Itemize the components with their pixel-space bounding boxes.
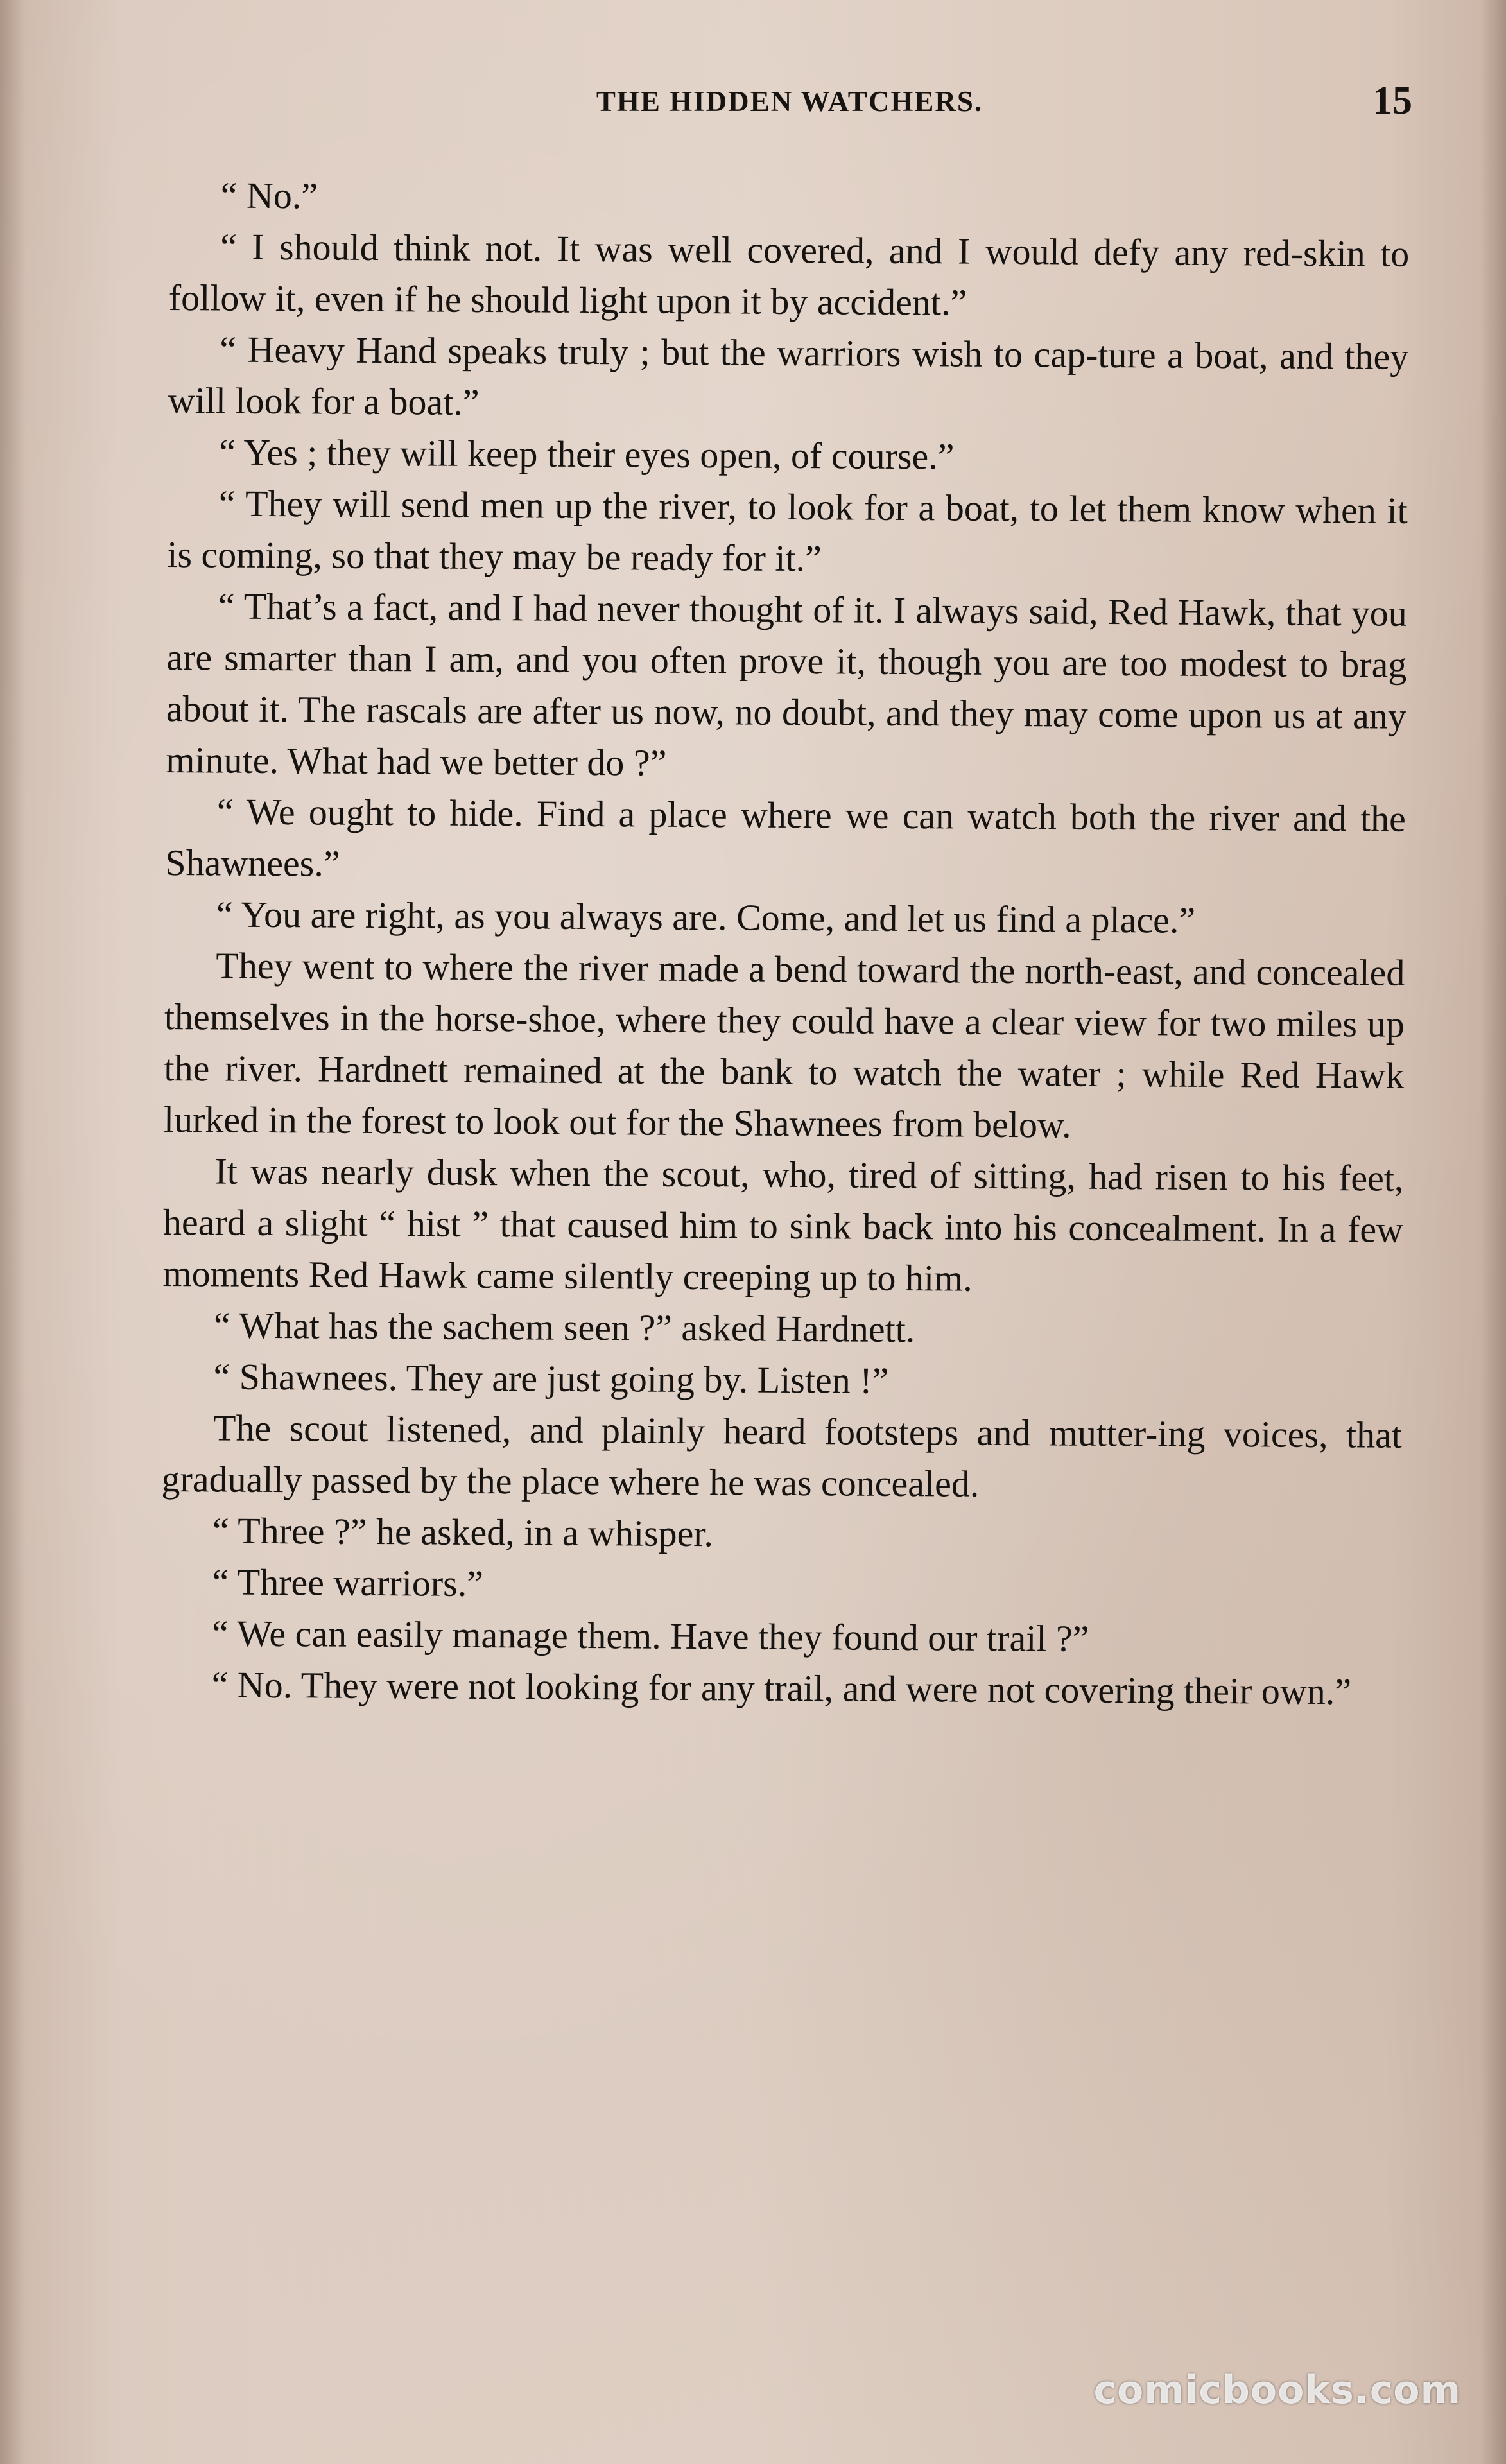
paragraph: “ What has the sachem seen ?” asked Hardnett. bbox=[213, 1304, 915, 1351]
paragraph: “ No. They were not looking for any trail, and were not covering their own.” bbox=[211, 1663, 1352, 1713]
paragraph: “ We ought to hide. Find a place where we can watch both the river and the Shawnees.” bbox=[165, 790, 1406, 885]
right-edge-shadow bbox=[1480, 0, 1506, 2464]
paragraph: “ We can easily manage them. Have they found our trail ?” bbox=[211, 1612, 1089, 1660]
paragraph: It was nearly dusk when the scout, who, tired of sitting, had risen to his feet, heard a slight “ hist ” that caused him to sink back into his concealment. In a few moments Red Hawk came silently creeping up to him. bbox=[162, 1150, 1404, 1299]
paragraph: “ Three warriors.” bbox=[212, 1561, 484, 1605]
left-edge-shadow bbox=[0, 0, 26, 2464]
paragraph: “ Shawnees. They are just going by. Listen !” bbox=[213, 1355, 889, 1401]
running-title: THE HIDDEN WATCHERS. bbox=[596, 85, 983, 117]
paragraph: “ You are right, as you always are. Come, and let us find a place.” bbox=[216, 893, 1196, 941]
paragraph: They went to where the river made a bend toward the north-east, and concealed themselves in the horse-shoe, where they could have a clear view for two miles up the river. Hardnett remained at the bank to watch the water ; while Red Hawk lurked in the forest to look out for the Shawnees from below. bbox=[163, 944, 1405, 1146]
paragraph: “ That’s a fact, and I had never thought of it. I always said, Red Hawk, that you are smarter than I am, and you often prove it, though you are too modest to brag about it. The rascals are after us now, no doubt, and they may come upon us at any minute. What had we better do ?” bbox=[166, 585, 1408, 784]
page-number: 15 bbox=[1372, 79, 1412, 123]
paragraph: “ They will send men up the river, to look for a boat, to let them know when it is coming, so that they may be ready for it.” bbox=[167, 482, 1408, 580]
paragraph: “ I should think not. It was well covered, and I would defy any red-skin to follow it, even if he should light upon it by accident.” bbox=[168, 225, 1410, 324]
watermark: comicbooks.com bbox=[1093, 2368, 1461, 2413]
paragraph: “ Heavy Hand speaks truly ; but the warriors wish to cap-ture a boat, and they will look for a boat.” bbox=[168, 328, 1409, 423]
paragraph: “ Yes ; they will keep their eyes open, of course.” bbox=[219, 431, 955, 478]
page-header bbox=[167, 79, 1412, 130]
paragraph: The scout listened, and plainly heard footsteps and mutter-ing voices, that gradually passed by the place where he was concealed. bbox=[161, 1407, 1403, 1505]
text-body bbox=[157, 169, 1410, 2270]
paragraph: “ No.” bbox=[220, 174, 318, 217]
paragraph: “ Three ?” he asked, in a whisper. bbox=[212, 1509, 714, 1555]
